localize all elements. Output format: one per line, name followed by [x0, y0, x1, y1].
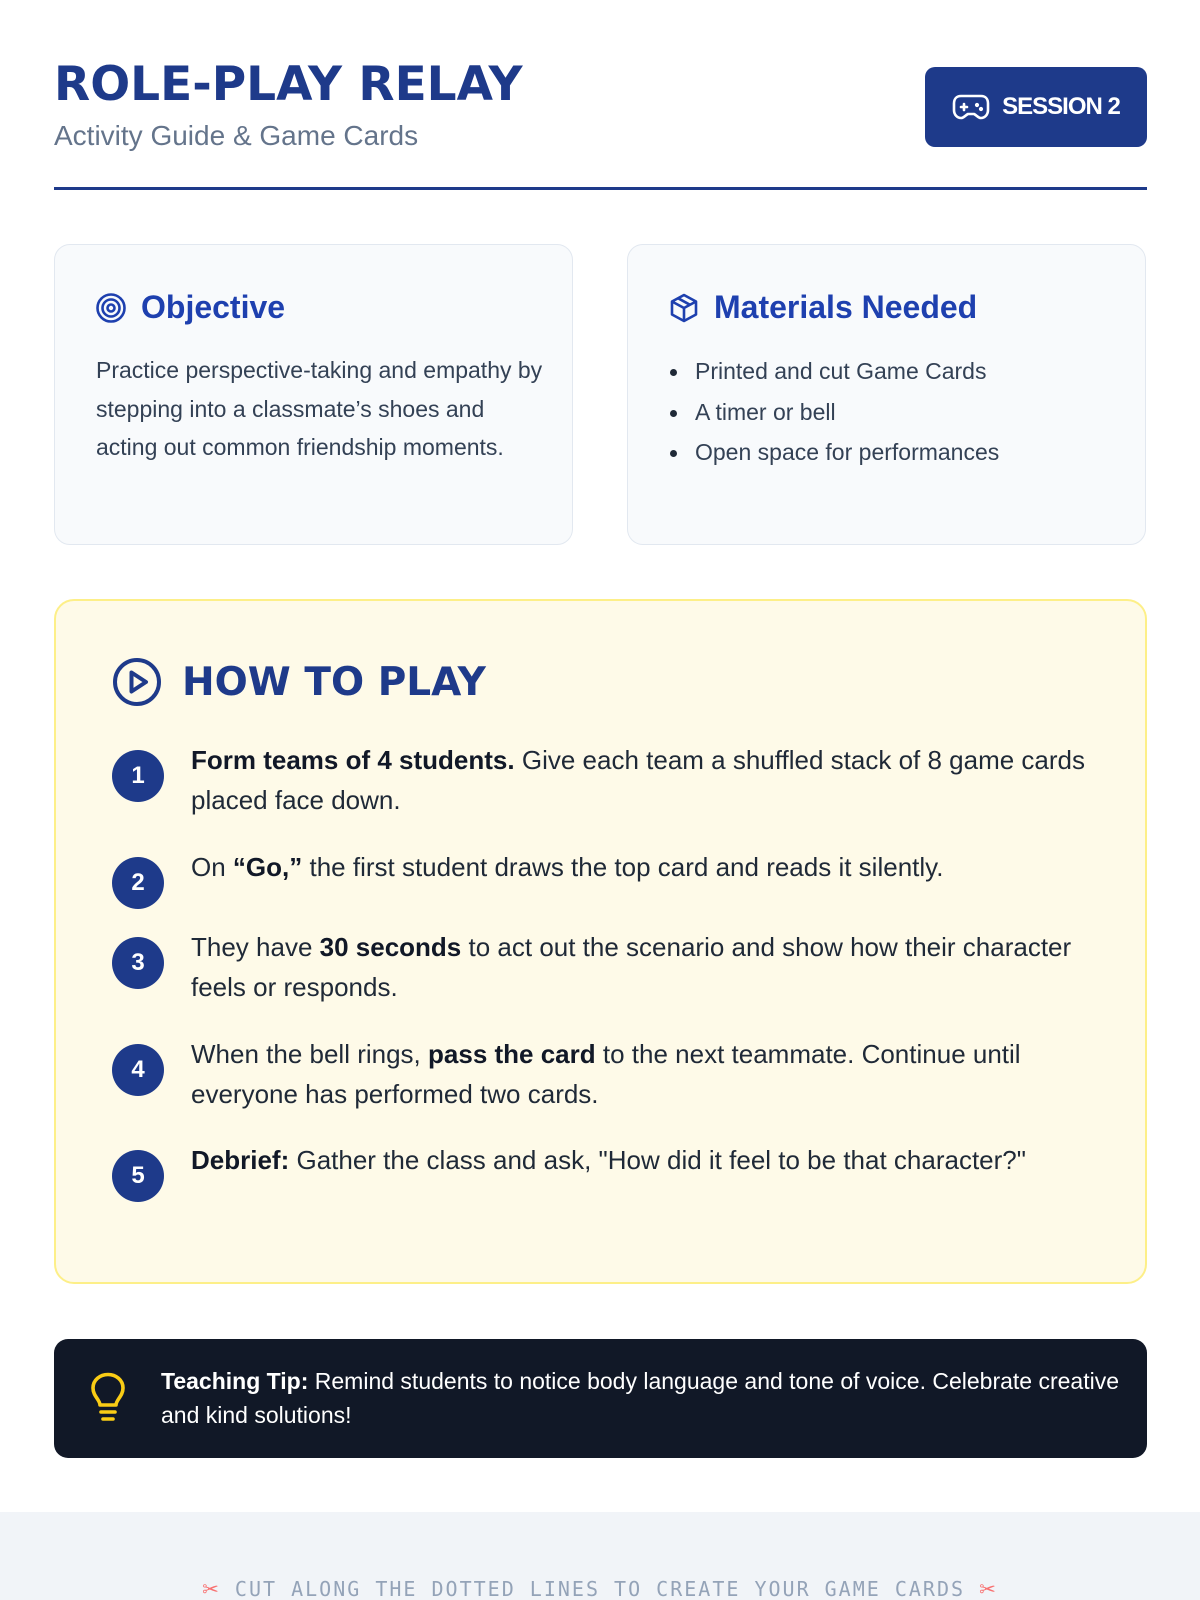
scissors-icon: ✂	[202, 1577, 221, 1600]
scissors-icon: ✂	[979, 1577, 998, 1600]
step-text: On “Go,” the first student draws the top card and reads it silently.	[191, 852, 944, 882]
objective-card	[54, 244, 573, 545]
materials-list	[668, 351, 999, 473]
step-number: 3	[112, 937, 164, 989]
step-text: When the bell rings, pass the card to the next teammate. Continue until everyone has performed two cards.	[191, 1039, 1021, 1109]
materials-title: Materials Needed	[714, 289, 978, 325]
target-icon	[95, 292, 127, 324]
page-header	[54, 52, 1147, 190]
objective-heading	[95, 289, 285, 326]
session-badge	[925, 67, 1147, 147]
cut-instructions-text: CUT ALONG THE DOTTED LINES TO CREATE YOUR GAME CARDS	[234, 1577, 966, 1600]
materials-card	[627, 244, 1146, 545]
step-number: 1	[112, 750, 164, 802]
gamepad-icon	[952, 93, 990, 121]
materials-item: Open space for performances	[668, 432, 999, 473]
step-text: Form teams of 4 students. Give each team a shuffled stack of 8 game cards placed face down.	[191, 745, 1085, 815]
cut-instructions-strip	[0, 1512, 1200, 1600]
materials-item: A timer or bell	[668, 392, 999, 433]
cut-instructions	[0, 1577, 1200, 1600]
teaching-tip	[54, 1339, 1147, 1458]
package-icon	[668, 292, 700, 324]
step-number: 5	[112, 1150, 164, 1202]
step-number: 4	[112, 1044, 164, 1096]
page-subtitle: Activity Guide & Game Cards	[54, 120, 419, 151]
page-title: ROLE-PLAY RELAY	[54, 57, 523, 112]
how-to-play-title: HOW TO PLAY	[182, 659, 486, 705]
objective-title: Objective	[141, 289, 286, 325]
objective-text: Practice perspective-taking and empathy by stepping into a classmate’s shoes and acting out common friendship moments.	[96, 357, 543, 460]
session-label: SESSION 2	[1002, 93, 1120, 120]
step-text: Debrief: Gather the class and ask, "How did it feel to be that character?"	[191, 1145, 1026, 1175]
materials-heading	[668, 289, 977, 326]
step-number: 2	[112, 857, 164, 909]
play-circle-icon	[112, 657, 162, 707]
lightbulb-icon	[88, 1372, 128, 1424]
teaching-tip-text: Teaching Tip: Remind students to notice body language and tone of voice. Celebrate creative and kind solutions!	[161, 1368, 1120, 1428]
materials-item: Printed and cut Game Cards	[668, 351, 999, 392]
how-to-play-panel	[54, 599, 1147, 1284]
step-text: They have 30 seconds to act out the scenario and show how their character feels or responds.	[191, 932, 1072, 1002]
how-to-play-heading	[112, 657, 486, 707]
